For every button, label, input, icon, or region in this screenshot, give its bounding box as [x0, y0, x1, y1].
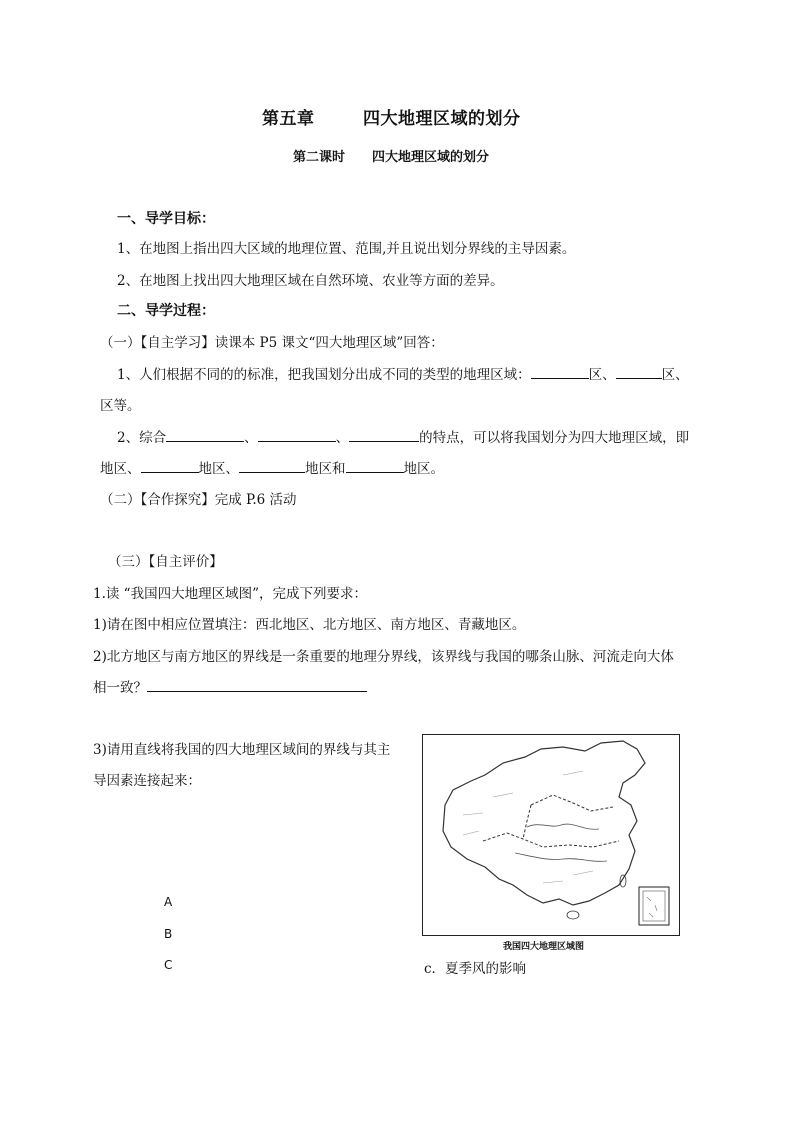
goal-2: 2、在地图上找出四大地理区域在自然环境、农业等方面的差异。	[117, 273, 504, 289]
part-self-study-title: （一）【自主学习】读课本 P5 课文“四大地理区域”回答：	[100, 335, 444, 351]
answer-blank[interactable]	[349, 427, 419, 442]
part-self-evaluation-title: （三）【自主评价】	[108, 554, 223, 570]
section-goals-title: 一、导学目标：	[117, 211, 215, 227]
chapter-label: 第五章	[262, 109, 315, 129]
answer-blank[interactable]	[166, 427, 244, 442]
question-1-end	[100, 394, 141, 414]
question-2-text: 、	[335, 430, 350, 446]
evaluation-question-1: 1.读 “我国四大地理区域图”，完成下列要求：	[93, 586, 367, 602]
lesson-label: 第二课时	[293, 150, 346, 165]
question-2-text: 、	[244, 430, 258, 446]
question-2-text: 地区和	[305, 461, 346, 477]
evaluation-item-2-cont	[93, 676, 367, 696]
question-1-text: 区、	[661, 367, 689, 383]
answer-blank[interactable]	[141, 458, 199, 473]
factor-c[interactable]: c．夏季风的影响	[424, 961, 527, 977]
question-1-text: 区等。	[100, 398, 141, 414]
question-2-text: 地区。	[403, 461, 444, 477]
evaluation-item-2-text: 相一致？	[93, 680, 147, 696]
question-2-prefix: 2、综合	[117, 430, 167, 446]
boundary-label-b[interactable]: B	[164, 927, 173, 941]
part-cooperation-title: （二）【合作探究】完成 P.6 活动	[100, 492, 297, 508]
answer-blank[interactable]	[346, 458, 404, 473]
question-2-text: 的特点，可以将我国划分为四大地理区域，即	[419, 430, 690, 446]
answer-blank[interactable]	[239, 458, 305, 473]
question-2-line	[117, 426, 689, 446]
map-caption: 我国四大地理区域图	[503, 942, 585, 952]
boundary-label-c[interactable]: C	[164, 958, 173, 972]
evaluation-item-2: 2)北方地区与南方地区的界线是一条重要的地理分界线，该界线与我国的哪条山脉、河流走向大体	[93, 649, 674, 665]
answer-blank[interactable]	[258, 427, 336, 442]
question-1-text: 区、	[588, 367, 616, 383]
page-title: 四大地理区域的划分	[363, 109, 521, 129]
page-subtitle: 四大地理区域的划分	[372, 150, 490, 165]
question-1-line	[117, 363, 689, 383]
answer-blank[interactable]	[616, 364, 662, 379]
evaluation-item-3: 3)请用直线将我国的四大地理区域间的界线与其主	[93, 742, 391, 758]
answer-blank[interactable]	[147, 677, 367, 692]
question-2-text: 地区、	[100, 461, 141, 477]
china-regions-map	[422, 734, 680, 936]
question-2-text: 地区、	[198, 461, 239, 477]
answer-blank[interactable]	[531, 364, 589, 379]
evaluation-item-1: 1)请在图中相应位置填注：西北地区、北方地区、南方地区、青藏地区。	[93, 617, 526, 633]
question-1-prefix: 1、人们根据不同的的标准，把我国划分出成不同的类型的地理区域：	[117, 367, 531, 383]
boundary-label-a[interactable]: A	[164, 895, 173, 909]
question-2-line-2	[100, 457, 444, 477]
china-map-outline	[423, 735, 679, 935]
evaluation-item-3-cont: 导因素连接起来：	[93, 773, 201, 789]
section-process-title: 二、导学过程：	[117, 303, 215, 319]
goal-1: 1、在地图上指出四大区域的地理位置、范围,并且说出划分界线的主导因素。	[117, 241, 576, 257]
